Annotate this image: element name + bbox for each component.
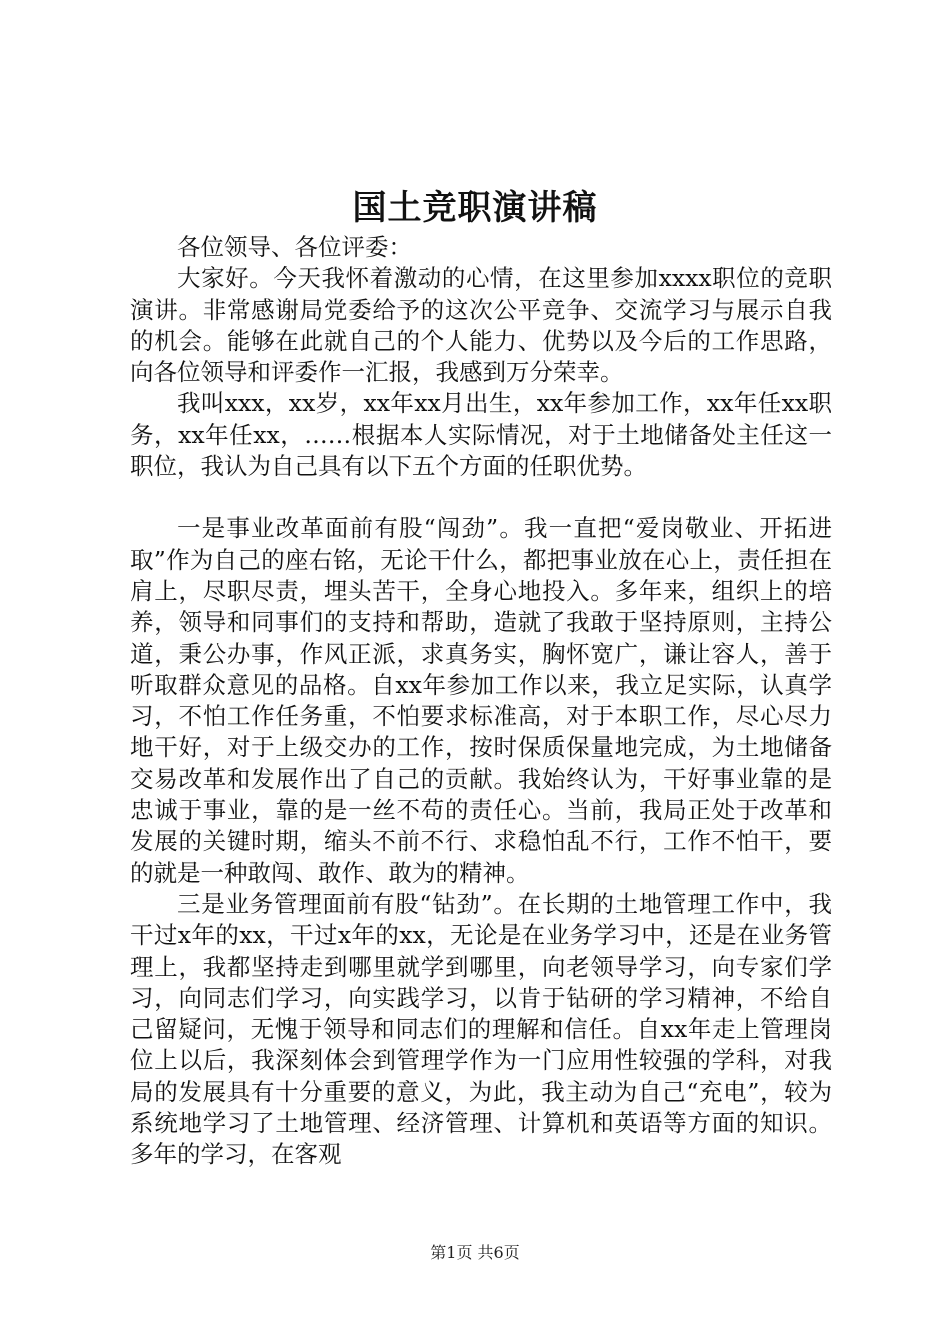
intro-paragraph: 大家好。今天我怀着激动的心情，在这里参加xxxx职位的竞职演讲。非常感谢局党委给予的这次公平竞争、交流学习与展示自我的机会。能够在此就自己的个人能力、优势以及今后的工作思路，向各位领导和评委作一汇报，我感到万分荣幸。 xyxy=(130,264,832,387)
document-body xyxy=(130,232,832,1171)
page-title: 国土竞职演讲稿 xyxy=(352,188,598,228)
page-footer: 第1页 共6页 xyxy=(430,1243,520,1262)
advantage-three-paragraph: 三是业务管理面前有股“钻劲”。在长期的土地管理工作中，我干过x年的xx，干过x年的xx，无论是在业务学习中，还是在业务管理上，我都坚持走到哪里就学到哪里，向老领导学习，向专家们学习，向同志们学习，向实践学习，以肯于钻研的学习精神，不给自己留疑问，无愧于领导和同志们的理解和信任。自xx年走上管理岗位上以后，我深刻体会到管理学作为一门应用性较强的学科，对我局的发展具有十分重要的意义，为此，我主动为自己“充电”，较为系统地学习了土地管理、经济管理、计算机和英语等方面的知识。多年的学习，在客观 xyxy=(130,889,832,1169)
salutation-paragraph: 各位领导、各位评委： xyxy=(177,233,412,261)
self-introduction-paragraph: 我叫xxx，xx岁，xx年xx月出生，xx年参加工作，xx年任xx职务，xx年任xx，……根据本人实际情况，对于土地储备处主任这一职位，我认为自己具有以下五个方面的任职优势。 xyxy=(130,389,832,481)
advantage-one-paragraph: 一是事业改革面前有股“闯劲”。我一直把“爱岗敬业、开拓进取”作为自己的座右铭，无论干什么，都把事业放在心上，责任担在肩上，尽职尽责，埋头苦干，全身心地投入。多年来，组织上的培养，领导和同事们的支持和帮助，造就了我敢于坚持原则，主持公道，秉公办事，作风正派，求真务实，胸怀宽广，谦让容人，善于听取群众意见的品格。自xx年参加工作以来，我立足实际，认真学习，不怕工作任务重，不怕要求标准高，对于本职工作，尽心尽力地干好，对于上级交办的工作，按时保质保量地完成，为土地储备交易改革和发展作出了自己的贡献。我始终认为，干好事业靠的是忠诚于事业，靠的是一丝不苟的责任心。当前，我局正处于改革和发展的关键时期，缩头不前不行、求稳怕乱不行，工作不怕干，要的就是一种敢闯、敢作、敢为的精神。 xyxy=(130,514,832,887)
